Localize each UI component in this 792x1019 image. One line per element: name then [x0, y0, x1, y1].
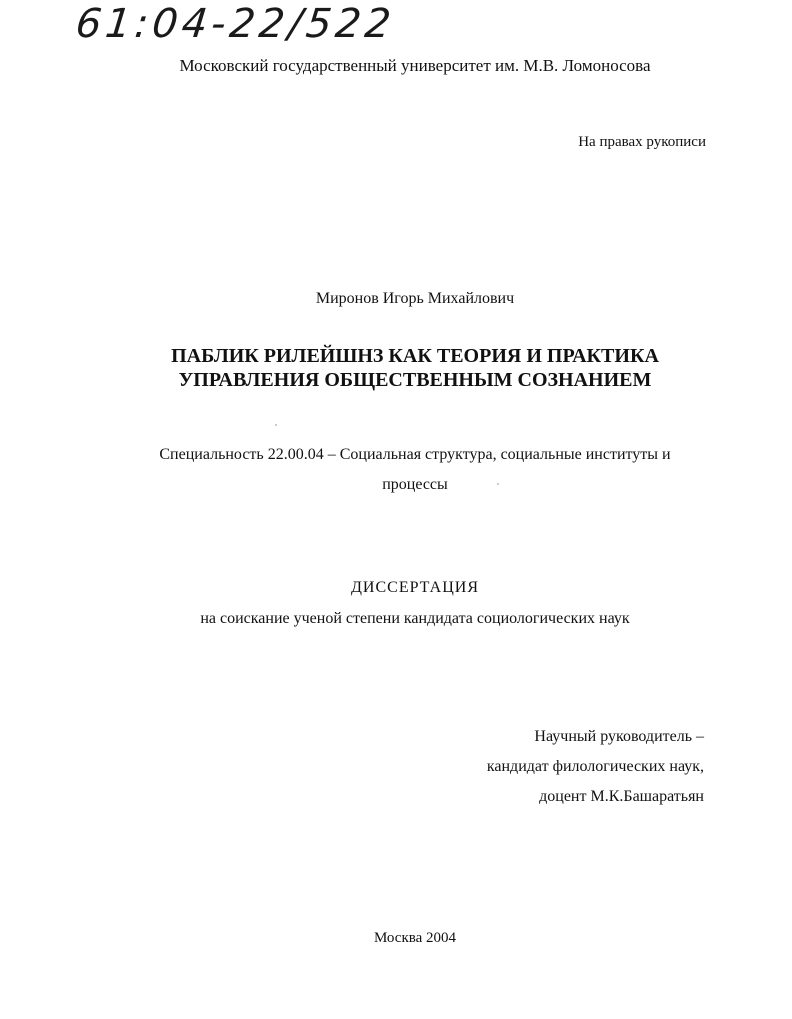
handwritten-catalog-number: 61:04-22/522: [73, 1, 397, 47]
university-name: Московский государственный университет им. М.В. Ломоносова: [179, 56, 651, 75]
specialty-line-2: процессы: [382, 476, 448, 493]
document-type: ДИССЕРТАЦИЯ: [351, 579, 479, 596]
title-line-1: ПАБЛИК РИЛЕЙШНЗ КАК ТЕОРИЯ И ПРАКТИКА: [171, 345, 659, 367]
dissertation-title: [0, 344, 792, 392]
author-name: Миронов Игорь Михайлович: [315, 290, 515, 307]
title-line-2: УПРАВЛЕНИЯ ОБЩЕСТВЕННЫМ СОЗНАНИЕМ: [178, 369, 652, 391]
advisor-line-1: Научный руководитель –: [534, 728, 704, 745]
city-year: Москва 2004: [373, 930, 457, 946]
scan-speck: [275, 424, 277, 426]
specialty: [0, 440, 792, 500]
advisor-line-2: кандидат филологических наук,: [486, 758, 704, 775]
rights-note: На правах рукописи: [578, 134, 706, 150]
advisor-line-3: доцент М.К.Башаратьян: [539, 788, 704, 805]
scan-speck: [497, 483, 499, 485]
specialty-line-1: Специальность 22.00.04 – Социальная структура, социальные институты и: [159, 446, 671, 463]
scientific-advisor: [487, 722, 704, 812]
degree-statement: на соискание ученой степени кандидата социологических наук: [200, 610, 630, 627]
